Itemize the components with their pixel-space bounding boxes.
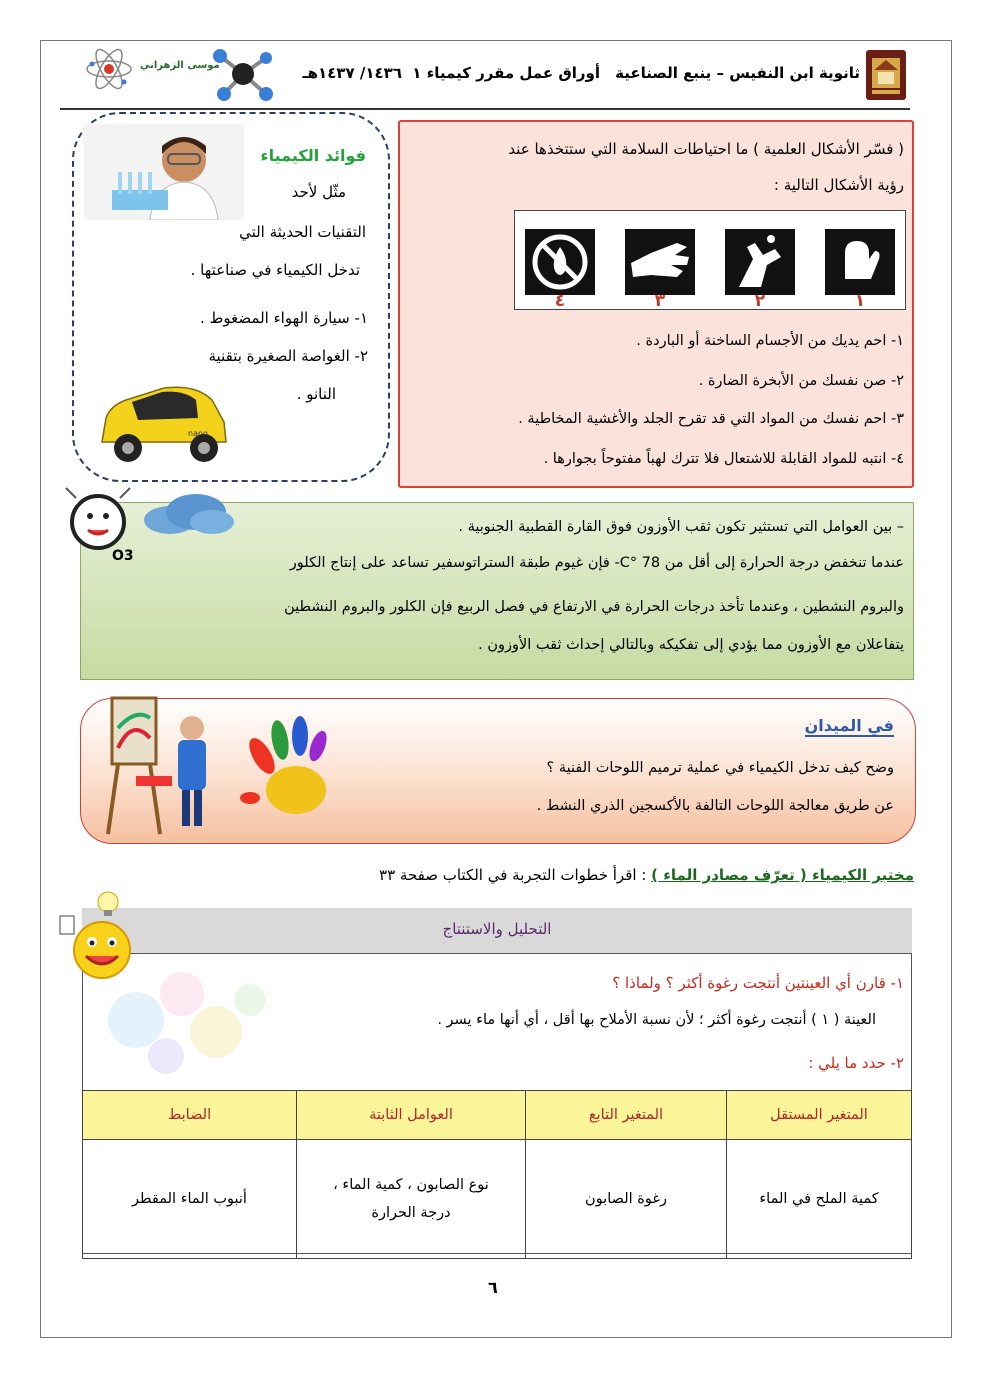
safety-number-1: ١ [854, 291, 866, 311]
header-divider [60, 108, 910, 110]
atom-icon [84, 44, 134, 94]
safety-item-1: ١- احم يديك من الأجسام الساخنة أو الباردة . [636, 333, 904, 349]
col-control: الضابط [83, 1091, 297, 1140]
lab-instruction: : اقرأ خطوات التجربة في الكتاب صفحة ٣٣ [379, 866, 647, 884]
school-logo [866, 50, 906, 100]
field-title-wrap [780, 716, 894, 735]
bubbles-decoration [96, 960, 276, 1080]
benefits-line3: تدخل الكيمياء في صناعتها . [190, 261, 360, 279]
safety-item-4: ٤- انتبه للمواد القابلة للاشتعال فلا تترك لهباً مفتوحاً بجوارها . [543, 451, 904, 467]
open-flame-icon [525, 229, 595, 295]
school-name: ثانوية ابن النفيس – ينبع الصناعية [615, 64, 860, 82]
benefits-line2: التقنيات الحديثة التي [239, 223, 366, 241]
ozone-question: – بين العوامل التي تستثير تكون ثقب الأوزون فوق القارة القطبية الجنوبية . [458, 519, 904, 535]
student-lab-illustration [84, 124, 244, 220]
safety-number-4: ٤ [554, 291, 566, 311]
cell-control: أنبوب الماء المقطر [83, 1140, 297, 1259]
academic-year: ١٤٣٦/ ١٤٣٧هـ [302, 64, 402, 82]
benefits-title: فوائد الكيمياء [260, 146, 366, 165]
ozone-formula: O3 [112, 548, 134, 564]
benefits-line1: مثّل لأحد [291, 183, 346, 201]
ozone-answer-line3: يتفاعلان مع الأوزون مما يؤدي إلى تفكيكه وبالتالي إحداث ثقب الأوزون . [478, 637, 904, 653]
field-question: وضح كيف تدخل الكيمياء في عملية ترميم اللوحات الفنية ؟ [546, 760, 894, 776]
col-constants: العوامل الثابتة [297, 1091, 526, 1140]
safety-number-2: ٢ [754, 291, 766, 311]
school-emblem-icon [866, 50, 906, 100]
ozone-answer-line2: والبروم النشطين ، وعندما تأخذ درجات الحرارة في الارتفاع في فصل الربيع فإن الكلور والبروم النشطين [284, 599, 904, 615]
benefits-item2-continued: النانو . [296, 385, 336, 403]
benefits-item1: ١- سيارة الهواء المضغوط . [200, 309, 368, 327]
cell-independent-variable: كمية الملح في الماء [727, 1140, 912, 1259]
table-header-row [83, 1091, 912, 1140]
field-title: في الميدان [804, 716, 894, 735]
page-number: ٦ [488, 1278, 498, 1297]
safety-item-3: ٣- احم نفسك من المواد التي قد تقرح الجلد والأغشية المخاطية . [518, 411, 904, 427]
safety-number-3: ٣ [654, 291, 666, 311]
lab-title: مختبر الكيمياء ( تعرّف مصادر الماء ) [651, 866, 914, 884]
table-row [83, 1140, 912, 1259]
course-title: أوراق عمل مقرر كيمياء ١ [412, 64, 600, 82]
colorful-handprint-icon [234, 716, 338, 824]
analysis-question-2: ٢- حدد ما يلي : [808, 1054, 904, 1072]
cell-dependent-variable: رغوة الصابون [526, 1140, 727, 1259]
analysis-answer-1: العينة ( ١ ) أنتجت رغوة أكثر ؛ لأن نسبة الأملاح بها أقل ، أي أنها ماء يسر . [437, 1012, 876, 1028]
painter-child-illustration [92, 688, 222, 838]
benefits-item2: ٢- الغواصة الصغيرة بتقنية [208, 347, 368, 365]
nano-car-illustration [92, 378, 232, 470]
variables-table [82, 1090, 912, 1259]
safety-item-2: ٢- صن نفسك من الأبخرة الضارة . [698, 373, 904, 389]
cell-constants: نوع الصابون ، كمية الماء ، درجة الحرارة [297, 1140, 526, 1259]
analysis-question-1: ١- قارن أي العينتين أنتجت رغوة أكثر ؟ ولماذا ؟ [612, 974, 904, 992]
col-dependent-variable: المتغير التابع [526, 1091, 727, 1140]
ozone-answer-line1: عندما تنخفض درجة الحرارة إلى أقل من 78 °C- فإن غيوم طبقة الستراتوسفير تساعد على إنتاج الكلور [289, 555, 904, 571]
safety-symbols-panel [514, 210, 906, 310]
col-independent-variable: المتغير المستقل [727, 1091, 912, 1140]
safety-question-line2: رؤية الأشكال التالية : [773, 176, 904, 194]
lab-heading [270, 866, 914, 884]
oven-mitt-icon [825, 229, 895, 295]
author-name: موسى الزهراني [140, 60, 220, 71]
car-badge: nano [188, 429, 208, 438]
field-answer: عن طريق معالجة اللوحات التالفة بالأكسجين الذري النشط . [536, 798, 894, 814]
glove-icon [625, 229, 695, 295]
molecule-icon [208, 44, 278, 104]
cloud-icon [140, 490, 236, 538]
safety-question-line1: ( فسّر الأشكال العلمية ) ما احتياطات السلامة التي ستتخذها عند [508, 140, 904, 158]
hand-chemical-icon [725, 229, 795, 295]
analysis-heading: التحليل والاستنتاج [442, 920, 552, 938]
